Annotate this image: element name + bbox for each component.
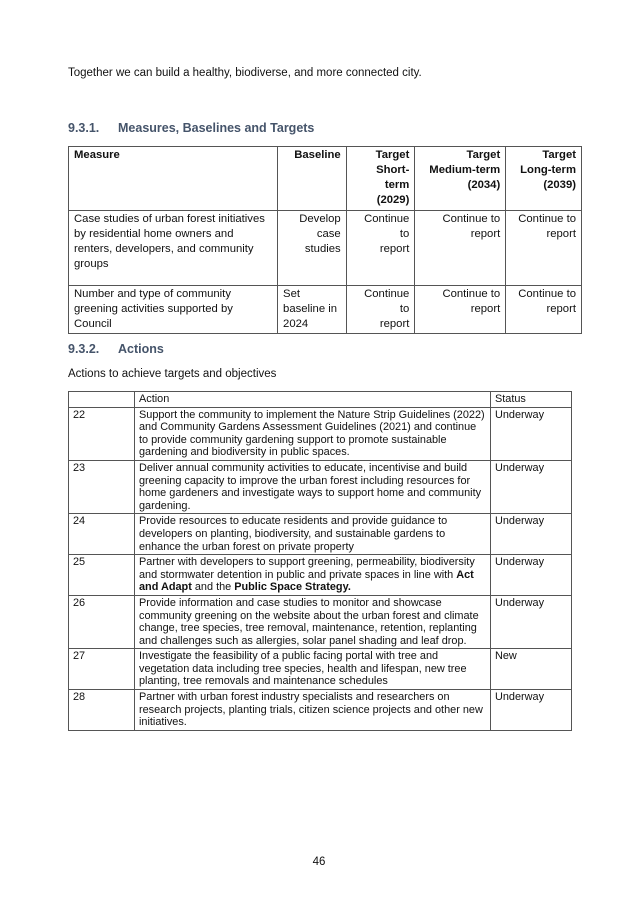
cell-baseline [278, 211, 347, 286]
cell-line: report [470, 303, 501, 315]
strategy-link-text: Act and Adapt [139, 568, 474, 594]
cell-line: Set [283, 288, 300, 300]
cell-action [135, 555, 491, 596]
header-target-medium [415, 147, 506, 211]
header-line: Medium-term [429, 164, 501, 176]
table-row [69, 514, 572, 555]
cell-line: report [379, 318, 410, 330]
cell-line: report [546, 228, 576, 240]
cell-line: report [470, 228, 501, 240]
cell-status: Underway [491, 460, 572, 513]
table-header-row [69, 147, 582, 211]
header-line: (2039) [543, 179, 576, 191]
cell-number: 23 [69, 460, 135, 513]
cell-status: Underway [491, 514, 572, 555]
section-title: Measures, Baselines and Targets [118, 121, 315, 135]
header-line: Short-term [376, 164, 410, 191]
header-baseline: Baseline [278, 147, 347, 211]
cell-line: 2024 [283, 318, 309, 330]
cell-baseline [278, 286, 347, 334]
cell-number: 28 [69, 690, 135, 731]
cell-target-short [346, 286, 415, 334]
header-line: Target [542, 149, 576, 161]
page-number: 46 [312, 856, 326, 868]
cell-line: Continue to [442, 288, 501, 300]
cell-number: 25 [69, 555, 135, 596]
table-row [69, 211, 582, 286]
header-measure: Measure [69, 147, 278, 211]
cell-target-medium [415, 211, 506, 286]
table-header-row [69, 392, 572, 408]
section-number: 9.3.2. [68, 342, 100, 356]
table-row [69, 460, 572, 513]
cell-status: Underway [491, 555, 572, 596]
cell-line: report [379, 243, 410, 255]
table-row [69, 286, 582, 334]
measures-table [68, 146, 582, 334]
table-row [69, 649, 572, 690]
header-line: Long-term [520, 164, 576, 176]
cell-status: Underway [491, 407, 572, 460]
cell-number: 26 [69, 595, 135, 648]
cell-status: Underway [491, 595, 572, 648]
cell-action: Investigate the feasibility of a public facing portal with tree and vegetation data including tree species, health and lifespan, new tree planting, tree removals and maintenance schedules [135, 649, 491, 690]
cell-number: 22 [69, 407, 135, 460]
cell-target-long [506, 211, 582, 286]
header-target-short [346, 147, 415, 211]
cell-line: studies [304, 243, 341, 255]
table-row [69, 690, 572, 731]
cell-number: 24 [69, 514, 135, 555]
header-status: Status [491, 392, 572, 408]
section-title: Actions [118, 342, 164, 356]
cell-target-short [346, 211, 415, 286]
section-number: 9.3.1. [68, 121, 100, 135]
header-line: (2034) [467, 179, 501, 191]
cell-line: case [316, 228, 341, 240]
table-row [69, 555, 572, 596]
cell-status: Underway [491, 690, 572, 731]
table-row [69, 407, 572, 460]
cell-line: Continue to [364, 213, 410, 240]
cell-line: Continue to [518, 288, 576, 300]
actions-table [68, 391, 572, 731]
action-text: Partner with developers to support greening, permeability, biodiversity and stormwater detention in public and private spaces in line with [139, 556, 475, 581]
header-line: (2029) [376, 194, 410, 206]
cell-line: report [546, 303, 576, 315]
cell-target-medium [415, 286, 506, 334]
cell-measure: Number and type of community greening activities supported by Council [69, 286, 278, 334]
strategy-link-text: Public Space Strategy. [234, 581, 351, 594]
cell-action: Deliver annual community activities to educate, incentivise and build greening capacity to improve the urban forest including resources for home gardeners and investigate ways to support home and community gardening. [135, 460, 491, 513]
cell-line: Develop [299, 213, 341, 225]
actions-caption: Actions to achieve targets and objectives [68, 368, 277, 380]
cell-line: Continue to [442, 213, 501, 225]
cell-line: Continue to [364, 288, 410, 315]
table-row [69, 595, 572, 648]
section-heading-measures [68, 121, 314, 135]
intro-text: Together we can build a healthy, biodiverse, and more connected city. [68, 67, 422, 79]
cell-line: baseline in [283, 303, 338, 315]
header-action: Action [135, 392, 491, 408]
cell-number: 27 [69, 649, 135, 690]
cell-action: Partner with urban forest industry specialists and researchers on research projects, planting trials, citizen science projects and other new initiatives. [135, 690, 491, 731]
cell-target-long [506, 286, 582, 334]
header-target-long [506, 147, 582, 211]
cell-status: New [491, 649, 572, 690]
header-line: Target [375, 149, 410, 161]
cell-line: Continue to [518, 213, 576, 225]
cell-action: Provide resources to educate residents and provide guidance to developers on planting, biodiversity, and sustainable gardens to enhance the urban forest on private property [135, 514, 491, 555]
cell-action: Support the community to implement the Nature Strip Guidelines (2022) and Community Gardens Assessment Guidelines (2021) and continue to provide community gardening support to promote sustainable gardening and biodiversity in public spaces. [135, 407, 491, 460]
header-number [69, 392, 135, 408]
action-text: and the [191, 581, 235, 594]
header-line: Target [466, 149, 501, 161]
cell-action: Provide information and case studies to monitor and showcase community greening on the website about the urban forest and climate change, tree species, tree removal, maintenance, retention, replanting and challenges such as allergies, solar panel shading and leaf drop. [135, 595, 491, 648]
cell-measure: Case studies of urban forest initiatives by residential home owners and renters, developers, and community groups [69, 211, 278, 286]
section-heading-actions [68, 342, 164, 356]
